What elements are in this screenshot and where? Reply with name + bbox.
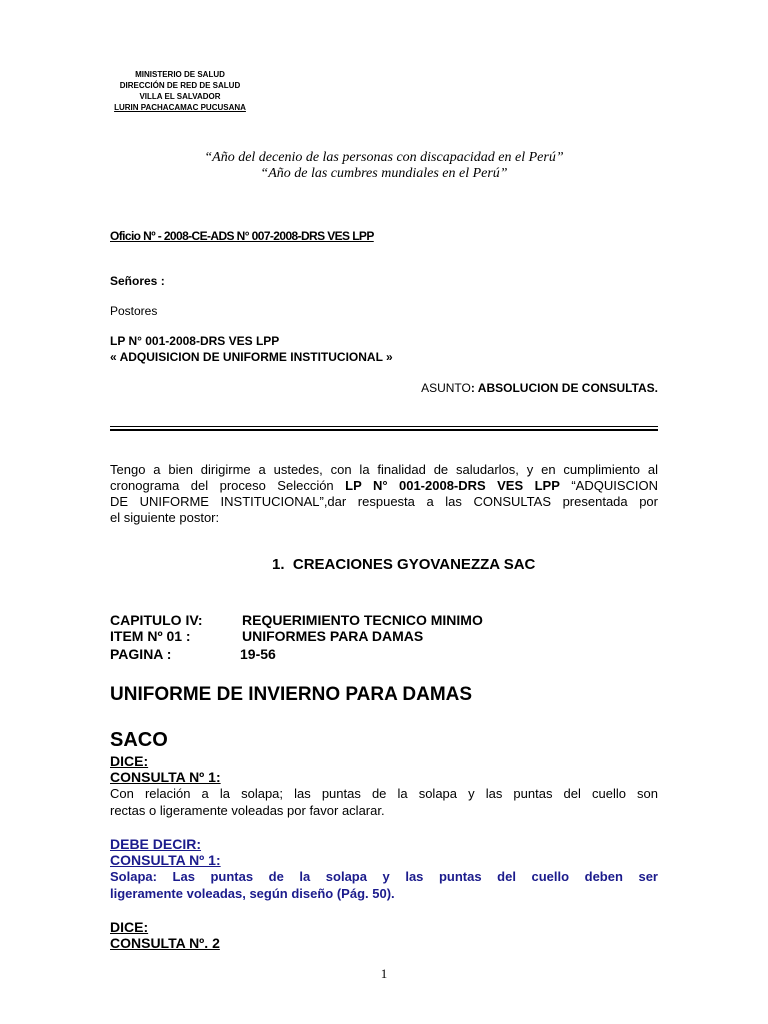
- dice-2-label: DICE:: [110, 919, 149, 935]
- debe-decir-1-line-2: ligeramente voleadas, según diseño (Pág. 50).: [110, 886, 395, 901]
- dice-2-consulta: CONSULTA Nº. 2: [110, 935, 220, 951]
- meta-capitulo-value: REQUERIMIENTO TECNICO MINIMO: [242, 612, 483, 628]
- postor-heading: [272, 556, 535, 573]
- debe-decir-1-line-1: Solapa: Las puntas de la solapa y las puntas del cuello deben ser: [110, 869, 658, 884]
- recipient-value: Postores: [110, 304, 158, 318]
- section-title: UNIFORME DE INVIERNO PARA DAMAS: [110, 684, 473, 705]
- header-district: VILLA EL SALVADOR: [139, 92, 221, 101]
- header-direction: DIRECCIÓN DE RED DE SALUD: [119, 81, 241, 90]
- postor-name: CREACIONES GYOVANEZZA SAC: [292, 556, 536, 573]
- intro-line-2: [110, 478, 658, 494]
- header-ministry: MINISTERIO DE SALUD: [135, 70, 225, 79]
- asunto: [421, 381, 658, 395]
- process-code: LP N° 001-2008-DRS VES LPP: [110, 334, 280, 348]
- dice-1-line-1: Con relación a la solapa; las puntas de la solapa y las puntas del cuello son: [110, 786, 658, 801]
- dice-1-line-2: rectas o ligeramente voleadas por favor aclarar.: [110, 803, 385, 818]
- motto-1: “Año del decenio de las personas con discapacidad en el Perú”: [204, 150, 564, 165]
- meta-item-label: ITEM Nº 01 :: [110, 628, 191, 644]
- debe-decir-1-label: DEBE DECIR:: [110, 836, 202, 852]
- intro-line-4: el siguiente postor:: [110, 510, 220, 525]
- dice-1-label: DICE:: [110, 753, 149, 769]
- separator-line-bottom: [110, 429, 658, 431]
- header-region: LURIN PACHACAMAC PUCUSANA: [114, 103, 246, 112]
- meta-item-value: UNIFORMES PARA DAMAS: [242, 628, 424, 644]
- recipient-label: Señores :: [110, 274, 165, 288]
- asunto-value: : ABSOLUCION DE CONSULTAS.: [470, 381, 658, 395]
- intro-process-code: LP N° 001-2008-DRS VES LPP: [345, 478, 560, 493]
- dice-1-consulta: CONSULTA Nº 1:: [110, 769, 221, 785]
- intro-text-c: “ADQUISCION: [559, 478, 659, 493]
- debe-decir-1-consulta: CONSULTA Nº 1:: [110, 852, 221, 868]
- intro-text-a: cronograma del proceso Selección: [110, 478, 346, 493]
- separator-line-top: [110, 426, 658, 427]
- motto-2: “Año de las cumbres mundiales en el Perú”: [260, 166, 508, 181]
- intro-line-1: Tengo a bien dirigirme a ustedes, con la finalidad de saludarlos, y en cumplimiento al: [110, 462, 658, 477]
- postor-number: 1.: [272, 556, 285, 573]
- asunto-label: ASUNTO: [421, 381, 471, 395]
- meta-pagina-value: 19-56: [240, 646, 276, 662]
- process-name: « ADQUISICION DE UNIFORME INSTITUCIONAL »: [110, 350, 393, 364]
- meta-pagina-label: PAGINA :: [110, 646, 172, 662]
- intro-line-3: DE UNIFORME INSTITUCIONAL”,dar respuesta a las CONSULTAS presentada por: [110, 494, 658, 509]
- oficio-reference: Oficio Nº - 2008-CE-ADS N° 007-2008-DRS VES LPP: [110, 229, 374, 243]
- page-number: 1: [380, 966, 388, 981]
- meta-capitulo-label: CAPITULO IV:: [110, 612, 203, 628]
- subsection-title: SACO: [110, 729, 168, 751]
